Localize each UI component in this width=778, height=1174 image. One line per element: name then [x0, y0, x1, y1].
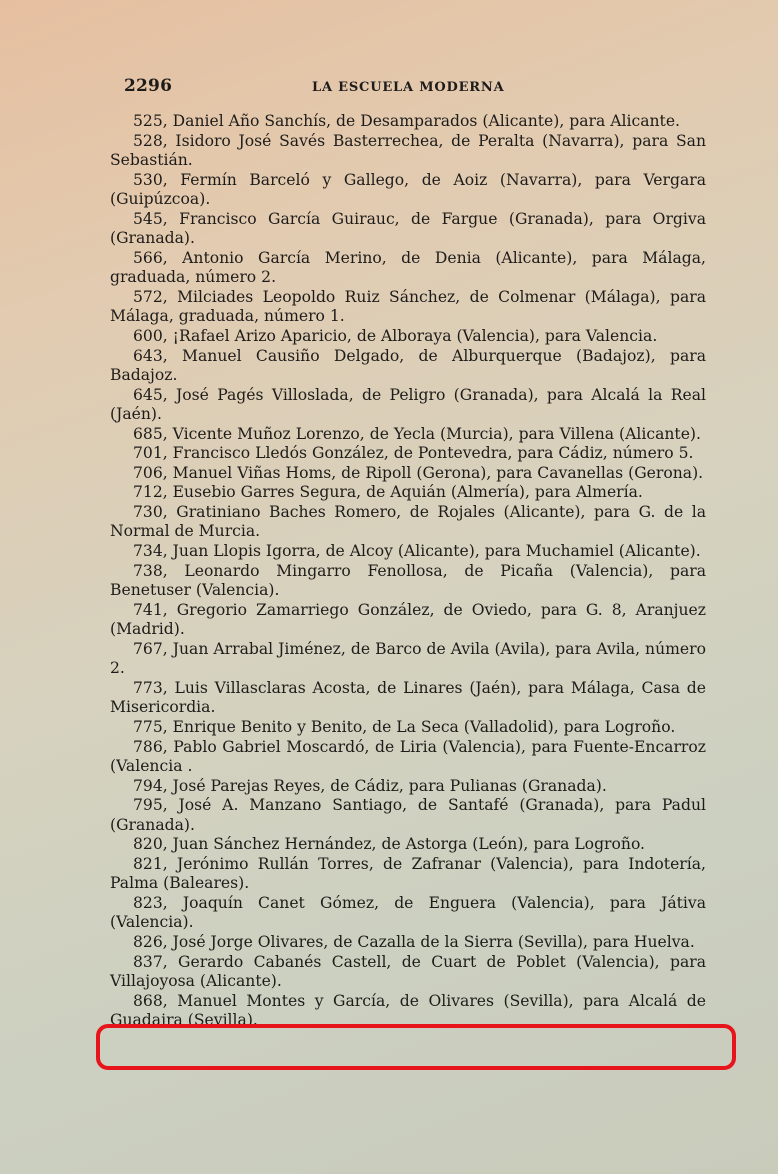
list-item: 566, Antonio García Merino, de Denia (Alicante), para Málaga, graduada, número 2.: [110, 248, 706, 287]
list-item: 600, ¡Rafael Arizo Aparicio, de Alboraya (Valencia), para Valencia.: [133, 327, 658, 346]
list-item: 795, José A. Manzano Santiago, de Santafé (Granada), para Padul (Granada).: [110, 796, 706, 834]
list-item: 786, Pablo Gabriel Moscardó, de Liria (Valencia), para Fuente-Encarroz (Valencia .: [110, 737, 706, 776]
list-item: 645, José Pagés Villoslada, de Peligro (Granada), para Alcalá la Real (Jaén).: [110, 385, 706, 424]
list-item: 773, Luis Villasclaras Acosta, de Linares (Jaén), para Málaga, Casa de Misericordia.: [110, 678, 706, 717]
list-item: 525, Daniel Año Sanchís, de Desamparados (Alicante), para Alicante.: [133, 112, 681, 130]
list-item: 528, Isidoro José Savés Basterrechea, de Peralta (Navarra), para San Sebastián.: [110, 131, 706, 170]
list-item: 685, Vicente Muñoz Lorenzo, de Yecla (Murcia), para Villena (Alicante).: [133, 424, 701, 443]
list-item: 741, Gregorio Zamarriego González, de Oviedo, para G. 8, Aranjuez (Madrid).: [110, 600, 706, 639]
list-item: 572, Milciades Leopoldo Ruiz Sánchez, de Colmenar (Málaga), para Málaga, graduada, número 1.: [110, 287, 706, 326]
list-item: 826, José Jorge Olivares, de Cazalla de la Sierra (Sevilla), para Huelva.: [133, 932, 695, 951]
list-item: 530, Fermín Barceló y Gallego, de Aoiz (Navarra), para Vergara (Guipúzcoa).: [110, 170, 706, 209]
list-item: 794, José Parejas Reyes, de Cádiz, para Pulianas (Granada).: [133, 776, 607, 795]
list-item: 712, Eusebio Garres Segura, de Aquián (Almería), para Almería.: [133, 483, 643, 502]
page-number: 2296: [124, 76, 173, 96]
list-item: 821, Jerónimo Rullán Torres, de Zafranar (Valencia), para Indotería, Palma (Baleares).: [110, 854, 706, 893]
page-header: [124, 76, 706, 100]
red-highlight-box: [96, 1024, 736, 1070]
running-title: LA ESCUELA MODERNA: [312, 80, 505, 95]
list-item: 820, Juan Sánchez Hernández, de Astorga (León), para Logroño.: [133, 835, 646, 854]
list-item: 738, Leonardo Mingarro Fenollosa, de Picaña (Valencia), para Benetuser (Valencia).: [110, 561, 706, 600]
list-item: 730, Gratiniano Baches Romero, de Rojales (Alicante), para G. de la Normal de Murcia.: [110, 502, 706, 541]
list-item: 775, Enrique Benito y Benito, de La Seca (Valladolid), para Logroño.: [133, 717, 676, 736]
list-item: 767, Juan Arrabal Jiménez, de Barco de Avila (Avila), para Avila, número 2.: [110, 639, 706, 678]
highlighted-list-item: 837, Gerardo Cabanés Castell, de Cuart de Poblet (Valencia), para Villajoyosa (Alicante).: [110, 952, 706, 991]
list-item: 706, Manuel Viñas Homs, de Ripoll (Gerona), para Cavanellas (Gerona).: [133, 463, 704, 482]
list-item: 734, Juan Llopis Igorra, de Alcoy (Alicante), para Muchamiel (Alicante).: [133, 542, 701, 561]
list-item: 545, Francisco García Guirauc, de Fargue (Granada), para Orgiva (Granada).: [110, 209, 706, 248]
list-item: 868, Manuel Montes y García, de Olivares (Sevilla), para Alcalá de Guadaira (Sevilla).: [110, 991, 706, 1030]
list-item: 701, Francisco Lledós González, de Pontevedra, para Cádiz, número 5.: [133, 444, 694, 463]
list-item: 823, Joaquín Canet Gómez, de Enguera (Valencia), para Játiva (Valencia).: [110, 893, 706, 932]
list-item: 643, Manuel Causiño Delgado, de Alburquerque (Badajoz), para Badajoz.: [110, 346, 706, 385]
entry-list: [110, 112, 706, 1031]
